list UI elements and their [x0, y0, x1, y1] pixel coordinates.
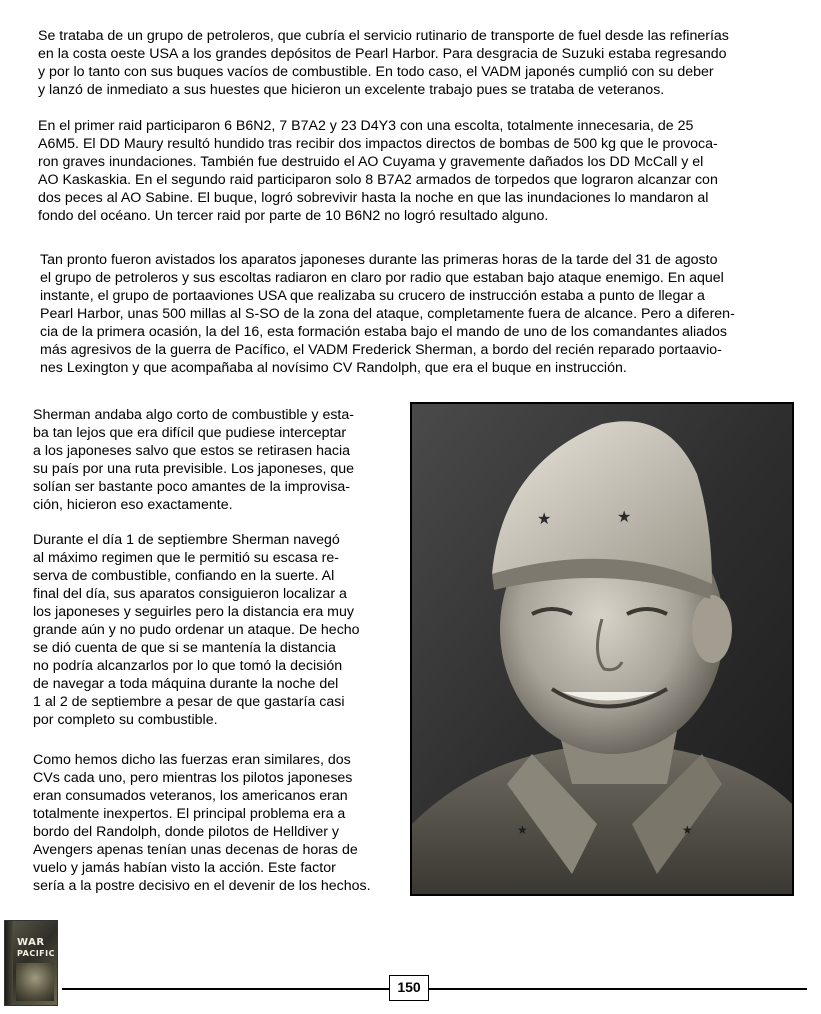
paragraph-6 — [33, 751, 371, 895]
text-line: eran consumados veteranos, los americanos eran — [33, 788, 348, 804]
text-line: ron graves inundaciones. También fue destruido el AO Cuyama y gravemente dañados los DD McCall y el — [38, 154, 704, 170]
text-line: AO Kaskaskia. En el segundo raid participaron solo 8 B7A2 armados de torpedos que lograron alcanzar con — [38, 172, 718, 188]
text-line: al máximo regimen que le permitió su escasa re- — [33, 550, 339, 566]
text-line: por completo su combustible. — [33, 712, 218, 728]
text-line: no podría alcanzarlos por lo que tomó la decisión — [33, 658, 343, 674]
text-line: Durante el día 1 de septiembre Sherman navegó — [33, 532, 340, 548]
text-line: y por lo tanto con sus buques vacíos de combustible. En todo caso, el VADM japonés cumplió con su deber — [38, 64, 714, 80]
portrait-photo — [410, 402, 794, 896]
text-line: el grupo de petroleros y sus escoltas radiaron en claro por radio que estaban bajo ataque enemigo. En aquel — [40, 270, 724, 286]
text-line: fondo del océano. Un tercer raid por parte de 10 B6N2 no logró resultado alguno. — [38, 208, 549, 224]
portrait-photo-icon — [412, 404, 792, 894]
text-line: A6M5. El DD Maury resultó hundido tras recibir dos impactos directos de bombas de 500 kg que le provoca- — [38, 136, 718, 152]
text-line: Tan pronto fueron avistados los aparatos japoneses durante las primeras horas de la tarde del 31 de agosto — [40, 252, 718, 268]
text-line: grande aún y no pudo ordenar un ataque. De hecho — [33, 622, 360, 638]
svg-text:★: ★ — [617, 507, 632, 526]
text-line: serva de combustible, confiando en la suerte. Al — [33, 568, 335, 584]
game-box-thumbnail — [4, 920, 58, 1006]
text-line: su país por una ruta previsible. Los japoneses, que — [33, 461, 354, 477]
text-line: nes Lexington y que acompañaba al novísimo CV Randolph, que era el buque en instrucción. — [40, 360, 627, 376]
paragraph-3 — [40, 251, 735, 377]
text-line: totalmente inexpertos. El principal problema era a — [33, 806, 346, 822]
text-line: más agresivos de la guerra de Pacífico, el VADM Frederick Sherman, a bordo del recién reparado portaavio- — [40, 342, 722, 358]
game-box-spine — [5, 921, 13, 1005]
text-line: Pearl Harbor, unas 500 millas al S-SO de la zona del ataque, completamente fuera de alcance. Pero a diferen- — [40, 306, 735, 322]
text-line: de navegar a toda máquina durante la noche del — [33, 676, 339, 692]
game-box-art-icon — [16, 963, 54, 1001]
text-line: y lanzó de inmediato a sus huestes que hicieron un excelente trabajo pues se trataba de veteranos. — [38, 82, 665, 98]
paragraph-1 — [38, 27, 729, 99]
text-line: a los japoneses salvo que estos se retirasen hacia — [33, 443, 351, 459]
page-number: 150 — [389, 975, 429, 1001]
text-line: Sherman andaba algo corto de combustible y esta- — [33, 407, 354, 423]
text-line: solían ser bastante poco amantes de la improvisa- — [33, 479, 351, 495]
text-line: los japoneses y seguirles pero la distancia era muy — [33, 604, 354, 620]
text-line: vuelo y jamás habían visto la acción. Este factor — [33, 860, 336, 876]
paragraph-4 — [33, 406, 354, 514]
svg-text:★: ★ — [517, 823, 528, 837]
svg-text:★: ★ — [682, 823, 693, 837]
text-line: final del día, sus aparatos consiguieron localizar a — [33, 586, 347, 602]
text-line: 1 al 2 de septiembre a pesar de que gastaría casi — [33, 694, 345, 710]
game-box-title: WAR — [17, 937, 45, 948]
text-line: CVs cada uno, pero mientras los pilotos japoneses — [33, 770, 353, 786]
text-line: bordo del Randolph, donde pilotos de Helldiver y — [33, 824, 340, 840]
text-line: En el primer raid participaron 6 B6N2, 7 B7A2 y 23 D4Y3 con una escolta, totalmente innecesaria, de 25 — [38, 118, 694, 134]
text-line: Como hemos dicho las fuerzas eran similares, dos — [33, 752, 351, 768]
text-line: Se trataba de un grupo de petroleros, que cubría el servicio rutinario de transporte de fuel desde las refinerías — [38, 28, 729, 44]
text-line: en la costa oeste USA a los grandes depósitos de Pearl Harbor. Para desgracia de Suzuki estaba regresando — [38, 46, 727, 62]
game-box-subtitle: PACIFIC — [17, 949, 55, 958]
text-line: sería a la postre decisivo en el devenir de los hechos. — [33, 878, 371, 894]
paragraph-2 — [38, 117, 718, 225]
text-line: cia de la primera ocasión, la del 16, esta formación estaba bajo el mando de uno de los comandantes aliados — [40, 324, 727, 340]
text-line: ba tan lejos que era difícil que pudiese interceptar — [33, 425, 347, 441]
text-line: se dió cuenta de que si se mantenía la distancia — [33, 640, 336, 656]
text-line: ción, hicieron eso exactamente. — [33, 497, 233, 513]
svg-text:★: ★ — [537, 509, 552, 528]
footer-rule — [62, 988, 807, 990]
paragraph-5 — [33, 531, 360, 729]
text-line: dos peces al AO Sabine. El buque, logró sobrevivir hasta la noche en que las inundaciones lo mandaron al — [38, 190, 709, 206]
text-line: Avengers apenas tenían unas decenas de horas de — [33, 842, 358, 858]
text-line: instante, el grupo de portaaviones USA que realizaba su crucero de instrucción estaba a punto de llegar a — [40, 288, 705, 304]
